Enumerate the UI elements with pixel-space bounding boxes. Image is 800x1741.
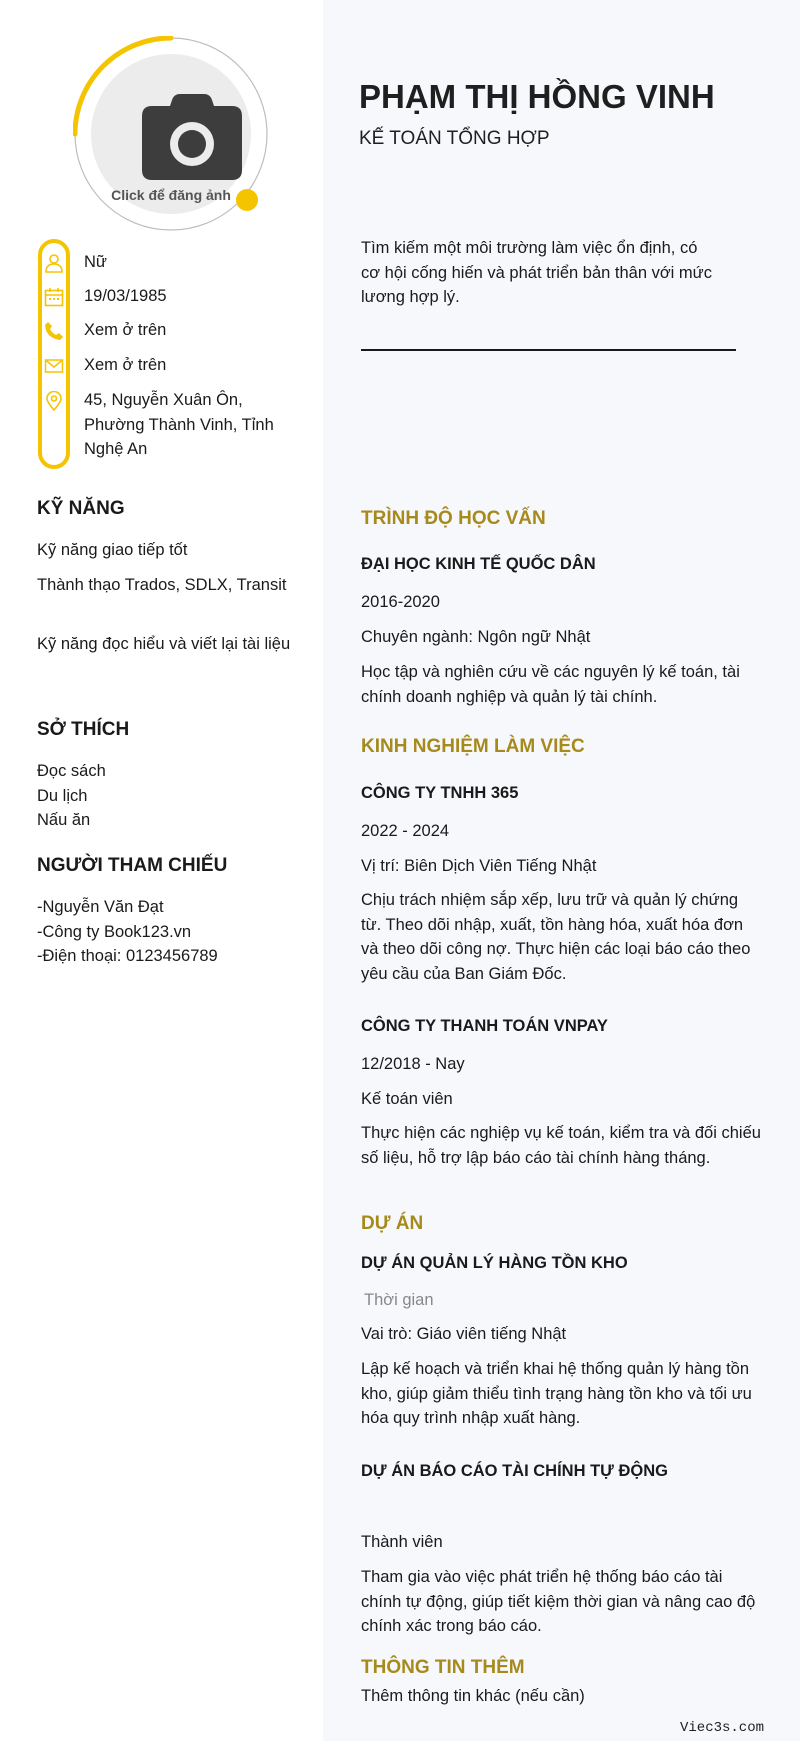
project-time-field[interactable]: Thời gian — [364, 1291, 434, 1309]
project-name: DỰ ÁN BÁO CÁO TÀI CHÍNH TỰ ĐỘNG — [361, 1462, 668, 1480]
project-description: Lập kế hoạch và triển khai hệ thống quản lý hàng tồn kho, giúp giảm thiểu tình trạng hàng tồn kho và tối ưu hóa quy trình nhập xuất hàng. — [361, 1360, 752, 1427]
gender-value: Nữ — [84, 253, 107, 271]
mail-icon — [44, 356, 64, 376]
skill-item: Kỹ năng giao tiếp tốt — [37, 541, 188, 559]
career-objective: Tìm kiếm một môi trường làm việc ổn định, có cơ hội cống hiến và phát triển bản thân với mức lương hợp lý. — [361, 239, 712, 306]
email-value[interactable]: Xem ở trên — [84, 356, 167, 374]
projects-heading: DỰ ÁN — [361, 1213, 424, 1234]
avatar-placeholder[interactable] — [91, 54, 251, 214]
project-role: Vai trò: Giáo viên tiếng Nhật — [361, 1325, 567, 1343]
hobby-item: Du lịch — [37, 787, 88, 805]
company-name: CÔNG TY TNHH 365 — [361, 784, 519, 802]
job-period: 12/2018 - Nay — [361, 1055, 465, 1073]
hobby-item: Đọc sách — [37, 762, 106, 780]
avatar-accent-dot — [236, 189, 258, 211]
school-name: ĐẠI HỌC KINH TẾ QUỐC DÂN — [361, 555, 596, 573]
project-description: Tham gia vào việc phát triển hệ thống báo cáo tài chính tự động, giúp tiết kiệm thời gian và nâng cao độ chính xác trong báo cáo. — [361, 1568, 756, 1635]
project-name: DỰ ÁN QUẢN LÝ HÀNG TỒN KHO — [361, 1254, 628, 1272]
left-column — [0, 0, 323, 1741]
job-description: Thực hiện các nghiệp vụ kế toán, kiểm tra và đối chiếu số liệu, hỗ trợ lập báo cáo tài chính hàng tháng. — [361, 1124, 761, 1167]
additional-info-text: Thêm thông tin khác (nếu cần) — [361, 1687, 585, 1705]
skills-heading: KỸ NĂNG — [37, 498, 125, 519]
reference-item: -Điện thoại: 0123456789 — [37, 947, 218, 965]
job-position: Kế toán viên — [361, 1090, 453, 1108]
avatar[interactable] — [73, 36, 269, 232]
avatar-caption: Click để đăng ảnh — [111, 187, 231, 203]
watermark-footer: Viec3s.com — [679, 1720, 764, 1736]
skill-item: Thành thạo Trados, SDLX, Transit — [37, 576, 287, 594]
education-description: Học tập và nghiên cứu về các nguyên lý kế toán, tài chính doanh nghiệp và quản lý tài chính. — [361, 663, 740, 706]
education-major: Chuyên ngành: Ngôn ngữ Nhật — [361, 628, 591, 646]
job-description: Chịu trách nhiệm sắp xếp, lưu trữ và quản lý chứng từ. Theo dõi nhập, xuất, tồn hàng hóa, xuất hóa đơn và theo dõi công nợ. Thực hiện các loại báo cáo theo yêu cầu của Ban Giám Đốc. — [361, 891, 751, 983]
birthdate-value: 19/03/1985 — [84, 287, 167, 305]
job-period: 2022 - 2024 — [361, 822, 450, 840]
divider — [361, 349, 736, 351]
camera-icon — [142, 94, 242, 180]
references-heading: NGƯỜI THAM CHIẾU — [37, 855, 228, 876]
company-name: CÔNG TY THANH TOÁN VNPAY — [361, 1017, 608, 1035]
candidate-name: PHẠM THỊ HỒNG VINH — [359, 78, 715, 115]
person-icon — [44, 253, 64, 273]
project-role: Thành viên — [361, 1533, 443, 1551]
calendar-icon — [44, 287, 64, 307]
education-heading: TRÌNH ĐỘ HỌC VẤN — [361, 508, 546, 529]
phone-icon — [44, 321, 64, 341]
address-value: 45, Nguyễn Xuân Ôn, Phường Thành Vinh, Tỉnh Nghệ An — [84, 391, 274, 458]
skill-item: Kỹ năng đọc hiểu và viết lại tài liệu — [37, 635, 291, 653]
hobby-item: Nấu ăn — [37, 811, 91, 829]
hobbies-heading: SỞ THÍCH — [37, 719, 130, 740]
phone-value[interactable]: Xem ở trên — [84, 321, 167, 339]
job-position: Vị trí: Biên Dịch Viên Tiếng Nhật — [361, 857, 597, 875]
reference-item: -Nguyễn Văn Đạt — [37, 898, 164, 916]
education-period: 2016-2020 — [361, 593, 440, 611]
additional-info-heading: THÔNG TIN THÊM — [361, 1657, 525, 1678]
location-pin-icon — [44, 391, 64, 411]
contact-rail — [38, 239, 70, 469]
experience-heading: KINH NGHIỆM LÀM VIỆC — [361, 736, 585, 757]
job-title: KẾ TOÁN TỔNG HỢP — [359, 128, 550, 149]
reference-item: -Công ty Book123.vn — [37, 923, 192, 941]
